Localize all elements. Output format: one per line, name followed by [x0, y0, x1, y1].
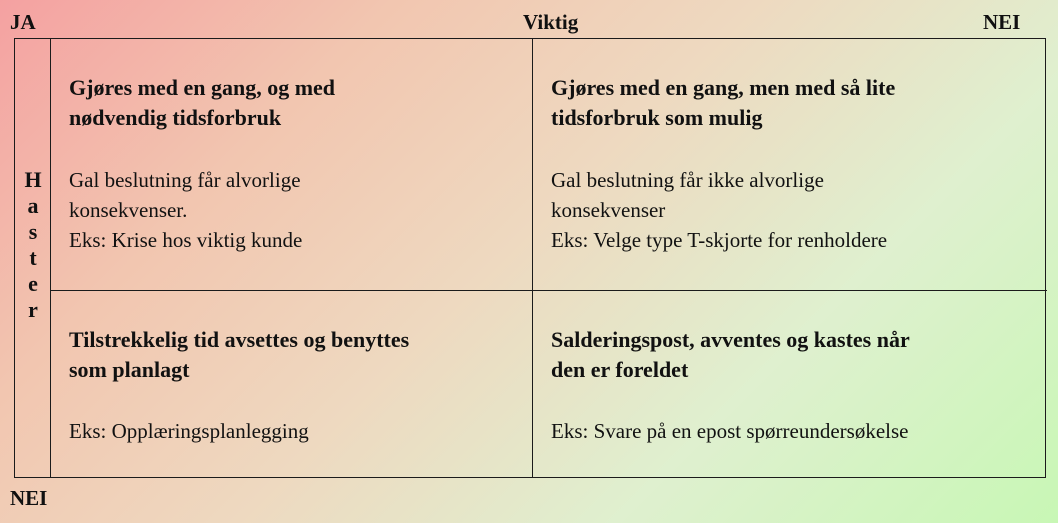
ja-label: JA [10, 10, 36, 34]
quadrant-body-line: konsekvenser. [69, 198, 188, 222]
quadrant-title-line: som planlagt [69, 357, 190, 382]
quadrant-not-important-not-urgent [533, 291, 1047, 477]
nei-top-label: NEI [983, 10, 1021, 34]
haster-axis-letters [15, 167, 51, 323]
quadrant-title-line: Gjøres med en gang, og med [69, 75, 336, 100]
quadrant-title-line: nødvendig tidsforbruk [69, 105, 282, 130]
quadrant-body-line: konsekvenser [551, 198, 666, 222]
quadrant-not-important-urgent [533, 39, 1047, 291]
nei-bottom-label: NEI [10, 486, 48, 510]
quadrant-title [551, 325, 1029, 385]
priority-matrix [14, 38, 1046, 478]
quadrant-title [69, 325, 514, 385]
viktig-axis-label: Viktig [523, 10, 579, 34]
quadrant-body-line: Eks: Svare på en epost spørreundersøkelse [551, 419, 909, 443]
quadrant-body [69, 165, 514, 255]
haster-letter: t [29, 245, 37, 270]
quadrant-title [69, 73, 514, 133]
quadrant-body [551, 165, 1029, 255]
haster-axis [15, 39, 51, 477]
haster-letter: a [27, 193, 39, 218]
quadrant-body-line: Gal beslutning får alvorlige [69, 168, 301, 192]
quadrant-title-line: tidsforbruk som mulig [551, 105, 763, 130]
quadrant-title-line: den er foreldet [551, 357, 689, 382]
quadrant-important-not-urgent [51, 291, 533, 477]
haster-letter: s [28, 219, 38, 244]
quadrant-title [551, 73, 1029, 133]
haster-letter: r [28, 297, 38, 322]
haster-letter: e [28, 271, 38, 296]
quadrant-body-line: Eks: Velge type T-skjorte for renholdere [551, 228, 888, 252]
quadrant-title-line: Tilstrekkelig tid avsettes og benyttes [69, 327, 410, 352]
quadrant-body [551, 416, 1029, 446]
quadrant-important-urgent [51, 39, 533, 291]
haster-letter: H [24, 167, 42, 192]
quadrant-body-line: Gal beslutning får ikke alvorlige [551, 168, 824, 192]
quadrant-body-line: Eks: Opplæringsplanlegging [69, 419, 309, 443]
quadrant-body [69, 416, 514, 446]
quadrant-body-line: Eks: Krise hos viktig kunde [69, 228, 303, 252]
quadrant-title-line: Gjøres med en gang, men med så lite [551, 75, 896, 100]
quadrant-title-line: Salderingspost, avventes og kastes når [551, 327, 910, 352]
